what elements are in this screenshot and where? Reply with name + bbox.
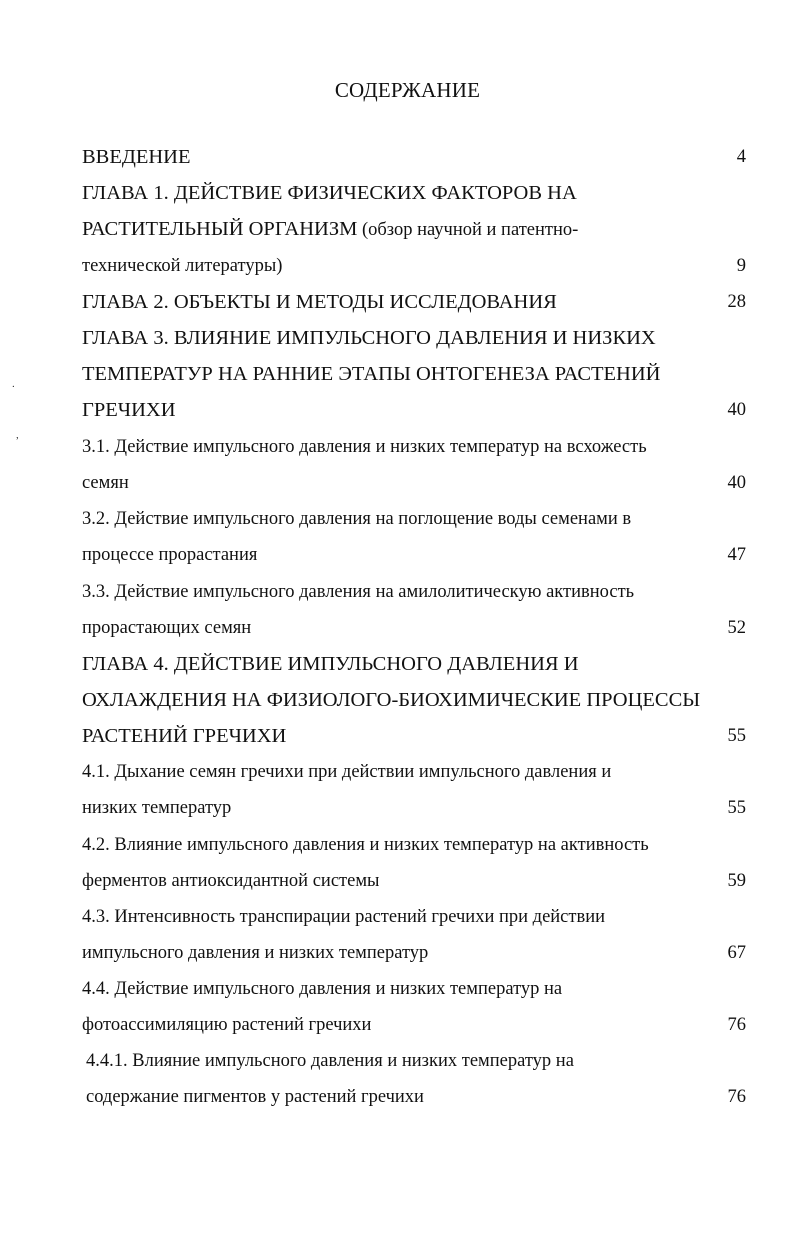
toc-page-number: 55	[727, 798, 746, 818]
toc-page-number: 9	[736, 256, 746, 276]
toc-page-number: 76	[727, 1087, 746, 1107]
toc-page-number: 67	[727, 943, 746, 963]
toc-entry-text: ГЛАВА 2. ОБЪЕКТЫ И МЕТОДЫ ИССЛЕДОВАНИЯ	[82, 291, 557, 313]
toc-page-number: 59	[727, 871, 746, 891]
toc-entry-section-4-3-end[interactable]	[82, 938, 746, 968]
toc-page-number: 47	[727, 545, 746, 565]
toc-page-number: 4	[736, 147, 746, 167]
toc-entry-text: ТЕМПЕРАТУР НА РАННИЕ ЭТАПЫ ОНТОГЕНЕЗА РАСТЕНИЙ	[82, 363, 661, 385]
toc-entry-text: 3.1. Действие импульсного давления и низких температур на всхожесть	[82, 437, 647, 457]
toc-page-number: 28	[727, 292, 746, 312]
toc-entry-section-4-2[interactable]	[82, 830, 746, 860]
toc-entry-text: прорастающих семян	[82, 618, 252, 638]
toc-page-number: 40	[727, 473, 746, 493]
toc-entry-section-4-1-end[interactable]	[82, 793, 746, 823]
toc-entry-text: ОХЛАЖДЕНИЯ НА ФИЗИОЛОГО-БИОХИМИЧЕСКИЕ ПРОЦЕССЫ	[82, 689, 701, 711]
toc-entry-text: 4.3. Интенсивность транспирации растений гречихи при действии	[82, 907, 606, 927]
toc-entry-text: 3.2. Действие импульсного давления на поглощение воды семенами в	[82, 509, 632, 529]
toc-entry-section-4-1[interactable]	[82, 757, 746, 787]
toc-entry-text: 4.4. Действие импульсного давления и низких температур на	[82, 979, 563, 999]
toc-entry-chapter-4[interactable]	[82, 649, 746, 679]
toc-entry-chapter-1-cont[interactable]	[82, 214, 746, 244]
toc-entry-text: семян	[82, 473, 129, 493]
toc-entry-text: ГЛАВА 3. ВЛИЯНИЕ ИМПУЛЬСНОГО ДАВЛЕНИЯ И НИЗКИХ	[82, 327, 656, 349]
scan-speck: ,	[16, 429, 19, 441]
toc-entry-text: 3.3. Действие импульсного давления на амилолитическую активность	[82, 582, 635, 602]
toc-entry-text: 4.2. Влияние импульсного давления и низких температур на активность	[82, 835, 649, 855]
toc-entry-chapter-1-end[interactable]	[82, 251, 746, 281]
toc-entry-text: ГРЕЧИХИ	[82, 399, 176, 421]
toc-entry-section-4-4[interactable]	[82, 974, 746, 1004]
toc-entry-text: ВВЕДЕНИЕ	[82, 146, 191, 168]
toc-entry-text: низких температур	[82, 798, 232, 818]
toc-entry-section-4-4-1[interactable]	[86, 1046, 746, 1076]
toc-entry-introduction[interactable]	[82, 142, 746, 172]
toc-entry-text: технической литературы)	[82, 256, 283, 276]
toc-entry-text: импульсного давления и низких температур	[82, 943, 429, 963]
toc-entry-section-3-3-end[interactable]	[82, 613, 746, 643]
toc-entry-chapter-4-cont[interactable]	[82, 685, 746, 715]
toc-page-number: 40	[727, 400, 746, 420]
toc-entry-text: содержание пигментов у растений гречихи	[86, 1087, 424, 1107]
toc-entry-text-sub: (обзор научной и патентно-	[357, 220, 579, 240]
toc-entry-text: процессе прорастания	[82, 545, 258, 565]
toc-entry-chapter-3-end[interactable]	[82, 395, 746, 425]
toc-entry-section-4-4-1-end[interactable]	[86, 1082, 746, 1112]
toc-entry-chapter-4-end[interactable]	[82, 721, 746, 751]
toc-page-number: 55	[727, 726, 746, 746]
toc-entry-text: ферментов антиоксидантной системы	[82, 871, 380, 891]
toc-entry-section-3-1[interactable]	[82, 432, 746, 462]
toc-entry-chapter-2[interactable]	[82, 287, 746, 317]
toc-entry-section-3-1-end[interactable]	[82, 468, 746, 498]
toc-entry-chapter-1[interactable]	[82, 178, 746, 208]
toc-entry-section-3-2[interactable]	[82, 504, 746, 534]
toc-entry-text: ГЛАВА 4. ДЕЙСТВИЕ ИМПУЛЬСНОГО ДАВЛЕНИЯ И	[82, 653, 579, 675]
toc-entry-text: 4.1. Дыхание семян гречихи при действии импульсного давления и	[82, 762, 612, 782]
toc-entry-chapter-3-cont[interactable]	[82, 359, 746, 389]
toc-page-number: 52	[727, 618, 746, 638]
toc-page-number: 76	[727, 1015, 746, 1035]
toc-entry-section-4-2-end[interactable]	[82, 866, 746, 896]
scan-speck: .	[12, 378, 15, 390]
page-title: СОДЕРЖАНИЕ	[334, 78, 481, 102]
toc-entry-section-4-4-end[interactable]	[82, 1010, 746, 1040]
toc-entry-section-3-2-end[interactable]	[82, 540, 746, 570]
toc-entry-section-3-3[interactable]	[82, 577, 746, 607]
toc-entry-text: РАСТЕНИЙ ГРЕЧИХИ	[82, 725, 287, 747]
toc-entry-text: РАСТИТЕЛЬНЫЙ ОРГАНИЗМ	[82, 218, 358, 240]
toc-entry-chapter-3[interactable]	[82, 323, 746, 353]
toc-entry-section-4-3[interactable]	[82, 902, 746, 932]
toc-entry-text: фотоассимиляцию растений гречихи	[82, 1015, 372, 1035]
toc-entry-text: ГЛАВА 1. ДЕЙСТВИЕ ФИЗИЧЕСКИХ ФАКТОРОВ НА	[82, 182, 577, 204]
toc-entry-text: 4.4.1. Влияние импульсного давления и низких температур на	[86, 1051, 574, 1071]
